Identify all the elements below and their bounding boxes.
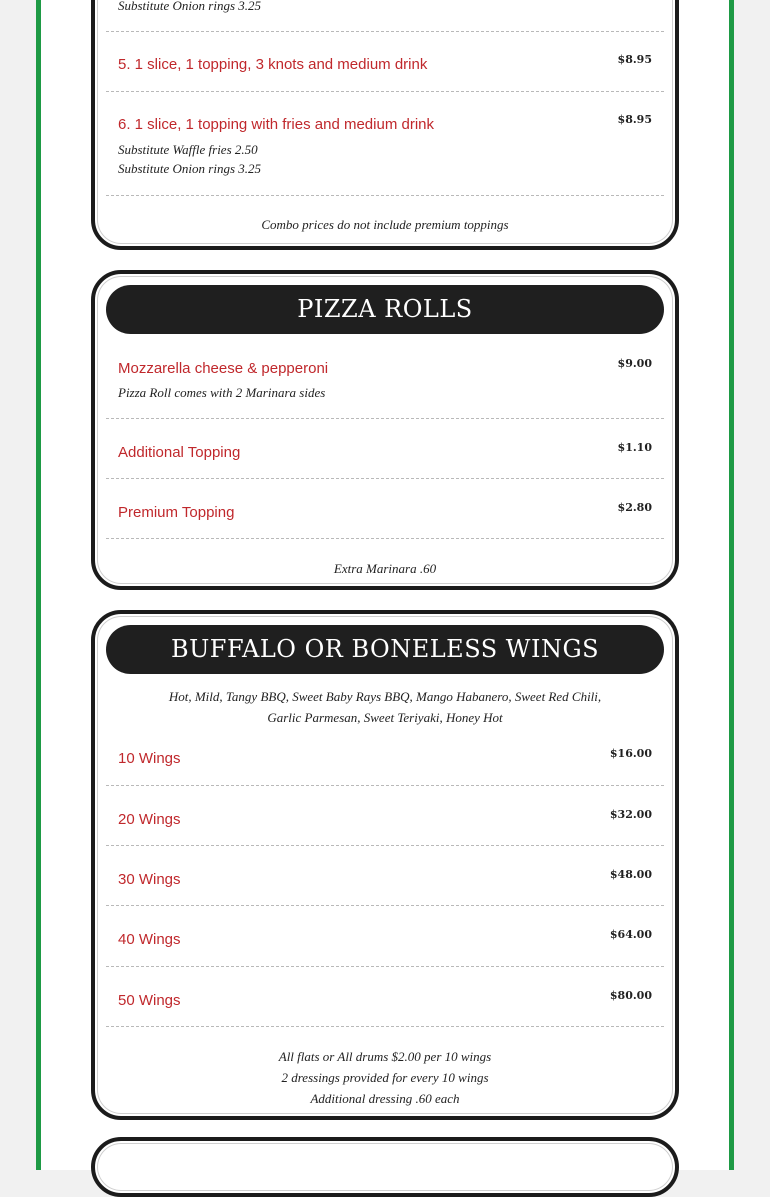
item-price: $1.10 bbox=[617, 441, 652, 454]
wing-flavors-line-2: Garlic Parmesan, Sweet Teriyaki, Honey Hot bbox=[267, 710, 503, 725]
menu-item-combo-5[interactable] bbox=[106, 53, 664, 92]
menu-item-20-wings[interactable] bbox=[106, 808, 664, 846]
menu-item-premium-topping[interactable] bbox=[106, 501, 664, 539]
pizza-rolls-panel bbox=[91, 270, 679, 590]
item-price: $8.95 bbox=[617, 53, 652, 66]
item-name: Additional Topping bbox=[118, 444, 241, 461]
pizza-rolls-note: Extra Marinara .60 bbox=[333, 561, 437, 576]
item-name: Mozzarella cheese & pepperoni bbox=[118, 360, 329, 377]
wing-flavors-line-1: Hot, Mild, Tangy BBQ, Sweet Baby Rays BBQ, Mango Habanero, Sweet Red Chili, bbox=[168, 689, 602, 704]
item-price: $64.00 bbox=[609, 928, 652, 941]
item-price: $2.80 bbox=[617, 501, 652, 514]
item-name: 50 Wings bbox=[118, 992, 181, 1009]
item-description: Pizza Roll comes with 2 Marinara sides bbox=[118, 385, 326, 400]
item-price: $8.95 bbox=[617, 113, 652, 126]
next-section-panel bbox=[91, 1137, 679, 1197]
wings-note-flats-drums: All flats or All drums $2.00 per 10 wings bbox=[278, 1049, 492, 1064]
wings-note-additional-dressing: Additional dressing .60 each bbox=[310, 1091, 460, 1106]
menu-item-50-wings[interactable] bbox=[106, 989, 664, 1027]
menu-item-10-wings[interactable] bbox=[106, 747, 664, 786]
item-name: 40 Wings bbox=[118, 931, 181, 948]
item-name: 6. 1 slice, 1 topping with fries and medium drink bbox=[118, 116, 434, 133]
item-name: 30 Wings bbox=[118, 871, 181, 888]
item-price: $80.00 bbox=[609, 989, 652, 1002]
item-price: $9.00 bbox=[617, 357, 652, 370]
item-name: Premium Topping bbox=[118, 504, 235, 521]
item-price: $16.00 bbox=[609, 747, 652, 760]
item-price: $32.00 bbox=[609, 808, 652, 821]
item-name: 20 Wings bbox=[118, 811, 181, 828]
divider bbox=[106, 31, 664, 32]
wings-panel bbox=[91, 610, 679, 1120]
item-name: 5. 1 slice, 1 topping, 3 knots and medium drink bbox=[118, 56, 428, 73]
menu-item-30-wings[interactable] bbox=[106, 868, 664, 906]
menu-item-40-wings[interactable] bbox=[106, 928, 664, 967]
combos-note: Combo prices do not include premium toppings bbox=[261, 217, 509, 232]
section-title: PIZZA ROLLS bbox=[106, 285, 664, 334]
section-title: BUFFALO OR BONELESS WINGS bbox=[106, 625, 664, 674]
item-price: $48.00 bbox=[609, 868, 652, 881]
combo-4-substitute-onion: Substitute Onion rings 3.25 bbox=[118, 0, 262, 13]
menu-item-additional-topping[interactable] bbox=[106, 441, 664, 479]
wings-note-dressings: 2 dressings provided for every 10 wings bbox=[281, 1070, 489, 1085]
item-substitute-fries: Substitute Waffle fries 2.50 bbox=[118, 142, 258, 157]
menu-item-mozzarella-pepperoni[interactable] bbox=[106, 357, 664, 419]
item-substitute-onion: Substitute Onion rings 3.25 bbox=[118, 161, 262, 176]
menu-item-combo-6[interactable] bbox=[106, 113, 664, 196]
item-name: 10 Wings bbox=[118, 750, 181, 767]
